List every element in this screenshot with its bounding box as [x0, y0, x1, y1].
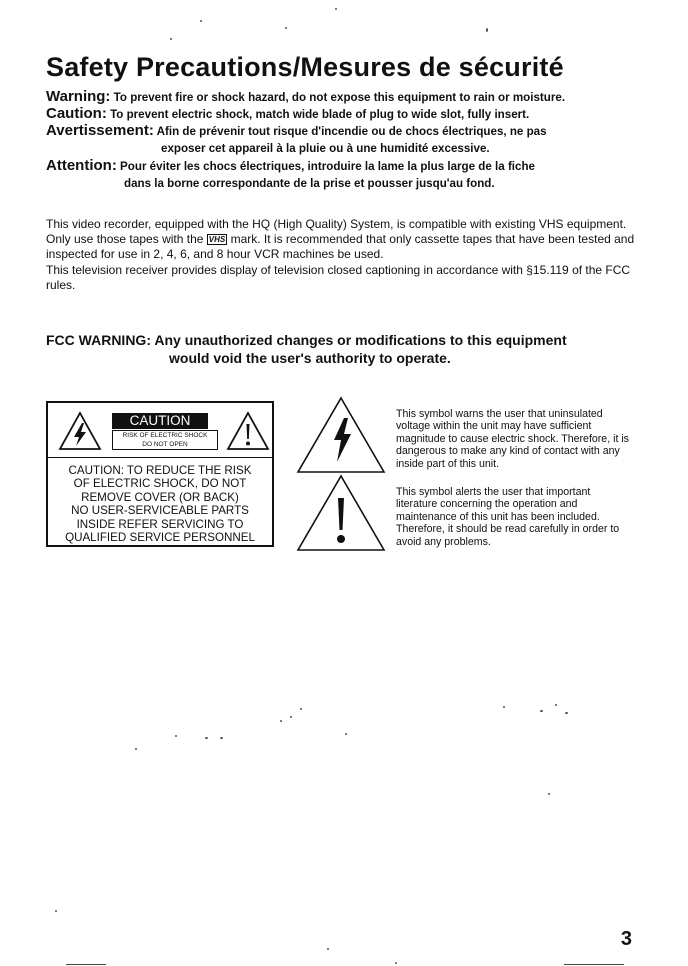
lightning-symbol-description [396, 408, 630, 470]
warning-label: Warning: [46, 88, 111, 105]
page-number: 3 [620, 928, 632, 950]
caution-text: To prevent electric shock, match wide blade of plug to wide slot, fully insert. [110, 108, 530, 121]
attention-line [46, 158, 535, 175]
caution-body-line: OF ELECTRIC SHOCK, DO NOT [73, 477, 247, 491]
paragraph-tapes-a: Only use those tapes with the [46, 232, 204, 247]
caution-body-line: CAUTION: TO REDUCE THE RISK [68, 464, 252, 477]
caution-label: Caution: [46, 105, 107, 122]
fcc-warning [46, 331, 567, 349]
caution-body-line: NO USER-SERVICEABLE PARTS [71, 504, 249, 518]
caution-box-body [48, 458, 272, 544]
fcc-warning-line1: Any unauthorized changes or modifications to this equipment [154, 332, 567, 348]
exclamation-description-text: This symbol alerts the user that important literature concerning the operation and maintenance of this unit has been included. Therefore, it should be read carefully in order to avoid any problems. [396, 486, 620, 548]
caution-sub-line2: DO NOT OPEN [142, 441, 188, 448]
caution-subtext [112, 430, 218, 450]
caution-line [46, 106, 529, 123]
avertissement-line [46, 123, 547, 140]
bottom-rule-left [66, 964, 106, 965]
exclamation-triangle-icon [226, 411, 270, 451]
bottom-rule-right [564, 964, 624, 965]
fcc-warning-label: FCC WARNING: [46, 332, 151, 348]
caution-label-box [46, 401, 274, 547]
page-title: Safety Precautions/Mesures de sécurité [46, 52, 564, 82]
warning-line [46, 89, 565, 106]
attention-cont: dans la borne correspondante de la prise et pousser jusqu'au fond. [124, 177, 495, 190]
caution-heading: CAUTION [112, 413, 208, 429]
lightning-warning-icon [296, 396, 386, 474]
caution-body-line: QUALIFIED SERVICE PERSONNEL [65, 531, 255, 545]
paragraph-tapes [46, 232, 646, 262]
vhs-logo: VHS [208, 235, 226, 245]
paragraph-hq: This video recorder, equipped with the HQ (High Quality) System, is compatible with existing VHS equipment. [46, 217, 627, 231]
caution-box-header [48, 403, 272, 458]
warning-text: To prevent fire or shock hazard, do not expose this equipment to rain or moisture. [113, 91, 566, 104]
exclamation-warning-icon [296, 474, 386, 552]
paragraph-tapes-b: mark. It is recommended that only cassette tapes that have been tested and inspected for use in 2, 4, 6, and 8 hour VCR machines be used. [46, 232, 635, 262]
caution-sub-line1: RISK OF ELECTRIC SHOCK [122, 432, 208, 439]
avertissement-label: Avertissement: [46, 122, 154, 139]
caution-body-line: INSIDE REFER SERVICING TO [76, 517, 244, 531]
exclamation-symbol-description [396, 486, 630, 548]
paragraph-fcc-captioning: This television receiver provides display of television closed captioning in accordance with §15.119 of the FCC rules. [46, 262, 631, 292]
body-paragraphs [46, 217, 646, 293]
caution-body-line: REMOVE COVER (OR BACK) [81, 490, 239, 504]
lightning-triangle-icon [58, 411, 102, 451]
attention-text: Pour éviter les chocs électriques, introduire la lame la plus large de la fiche [120, 160, 535, 173]
avertissement-text: Afin de prévenir tout risque d'incendie ou de chocs électriques, ne pas [156, 125, 547, 138]
attention-label: Attention: [46, 157, 117, 174]
avertissement-cont: exposer cet appareil à la pluie ou à une humidité excessive. [161, 142, 490, 155]
lightning-description-text: This symbol warns the user that uninsulated voltage within the unit may have sufficient magnitude to cause electric shock. Therefore, it is dangerous to make any kind of contact with any inside part of this unit. [396, 408, 629, 470]
fcc-warning-line2: would void the user's authority to operate. [169, 350, 451, 366]
